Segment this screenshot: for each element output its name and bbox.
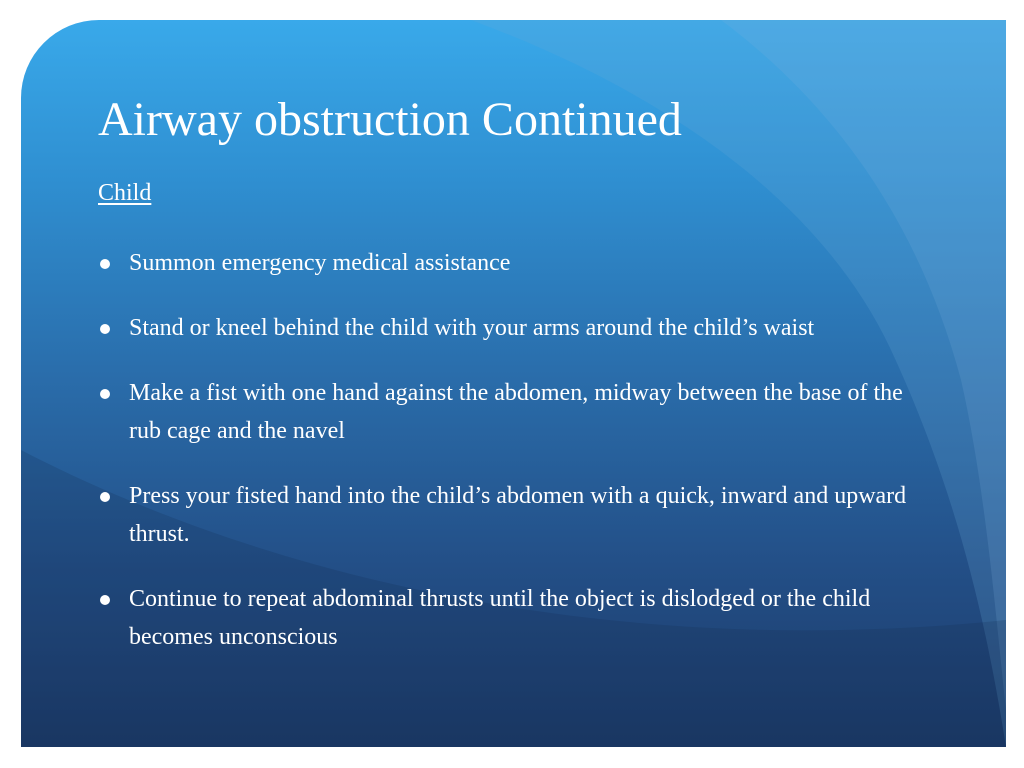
bullet-text: Continue to repeat abdominal thrusts until the object is dislodged or the child becomes unconscious bbox=[129, 586, 871, 650]
bullet-item bbox=[98, 580, 918, 656]
slide-subheading: Child bbox=[98, 180, 152, 206]
bullet-icon bbox=[100, 259, 110, 269]
slide-content bbox=[21, 20, 1006, 747]
bullet-item bbox=[98, 477, 918, 553]
bullet-icon bbox=[100, 389, 110, 399]
bullet-text: Press your fisted hand into the child’s abdomen with a quick, inward and upward thrust. bbox=[129, 483, 907, 547]
bullet-icon bbox=[100, 595, 110, 605]
bullet-icon bbox=[100, 324, 110, 334]
bullet-list bbox=[98, 244, 918, 683]
slide bbox=[21, 20, 1006, 747]
bullet-text: Make a fist with one hand against the abdomen, midway between the base of the rub cage and the navel bbox=[129, 380, 903, 444]
slide-title: Airway obstruction Continued bbox=[98, 93, 682, 146]
bullet-item bbox=[98, 309, 918, 347]
bullet-item bbox=[98, 244, 918, 282]
bullet-icon bbox=[100, 492, 110, 502]
bullet-item bbox=[98, 374, 918, 450]
bullet-text: Stand or kneel behind the child with your arms around the child’s waist bbox=[129, 315, 815, 341]
bullet-text: Summon emergency medical assistance bbox=[129, 250, 511, 276]
